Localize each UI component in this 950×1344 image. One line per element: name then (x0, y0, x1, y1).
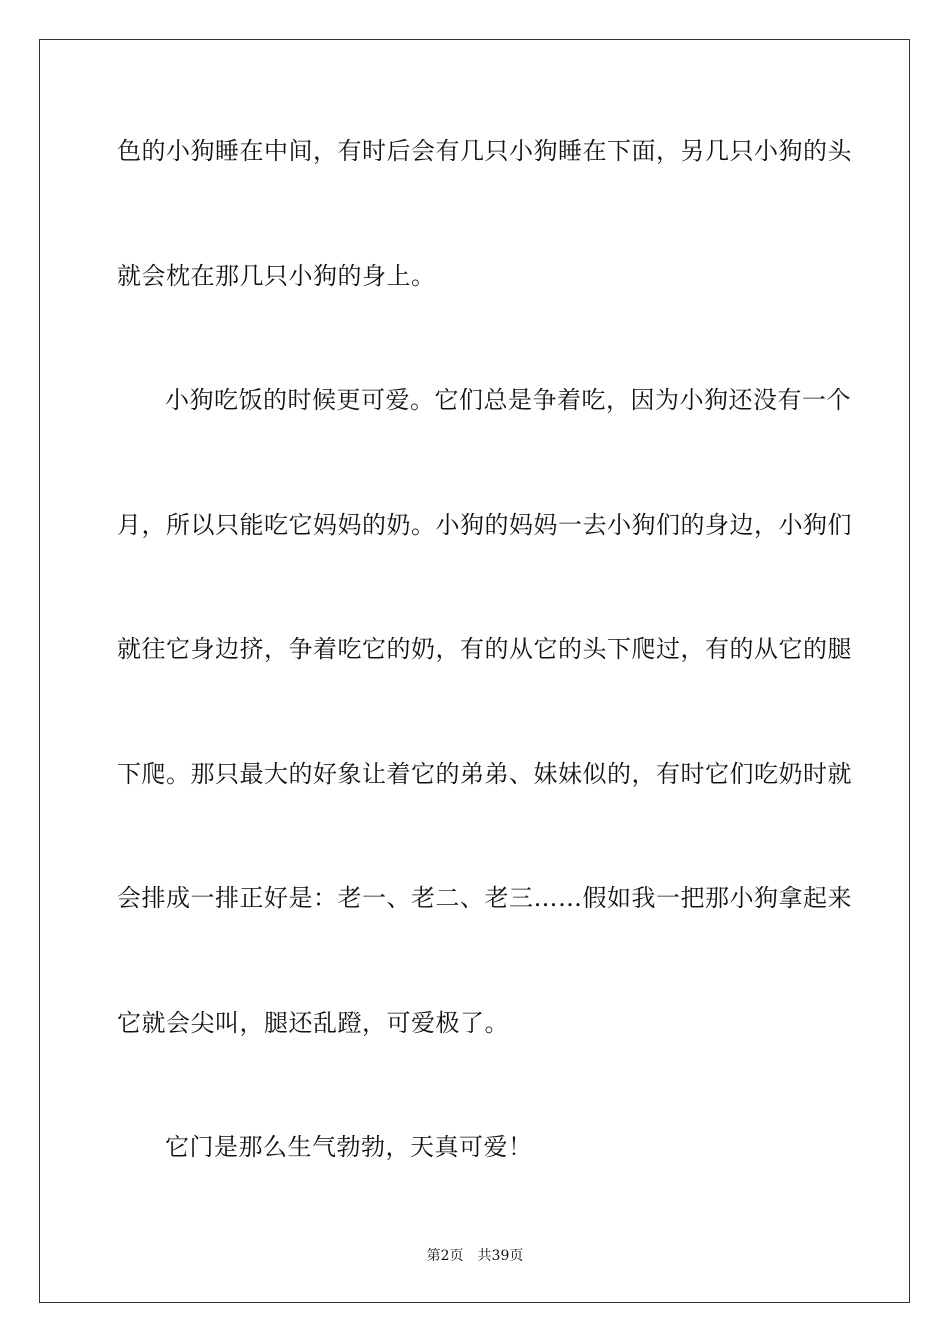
text-line: 下爬。那只最大的好象让着它的弟弟、妹妹似的，有时它们吃奶时就 (117, 760, 852, 788)
paragraph-start-line: 它门是那么生气勃勃，天真可爱！ (165, 1133, 533, 1161)
text-line: 它就会尖叫，腿还乱蹬，可爱极了。 (117, 1009, 509, 1037)
page-number: 第2页 (426, 1248, 464, 1264)
text-line: 色的小狗睡在中间，有时后会有几只小狗睡在下面，另几只小狗的头 (117, 137, 852, 165)
page-footer (0, 1247, 950, 1265)
page-total: 共39页 (477, 1248, 524, 1264)
text-line: 月，所以只能吃它妈妈的奶。小狗的妈妈一去小狗们的身边，小狗们 (117, 511, 852, 539)
page-border (39, 39, 910, 1303)
text-line: 就往它身边挤，争着吃它的奶，有的从它的头下爬过，有的从它的腿 (117, 635, 852, 663)
text-line: 就会枕在那几只小狗的身上。 (117, 262, 436, 290)
text-line: 会排成一排正好是：老一、老二、老三……假如我一把那小狗拿起来 (117, 884, 852, 912)
paragraph-start-line: 小狗吃饭的时候更可爱。它们总是争着吃，因为小狗还没有一个 (165, 386, 851, 414)
